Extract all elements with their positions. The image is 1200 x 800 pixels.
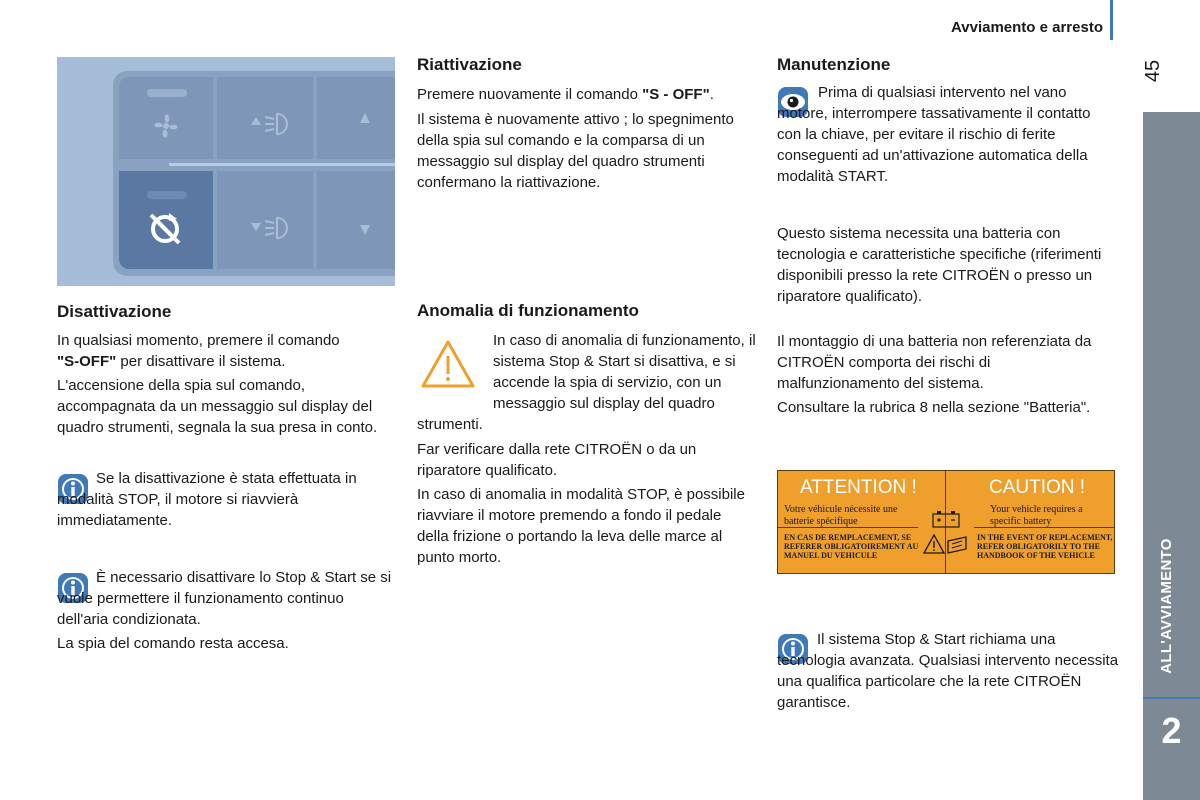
heading-manutenzione: Manutenzione <box>777 55 891 74</box>
battery-warning-label <box>777 470 1115 574</box>
rear-fog-light-icon <box>247 213 293 243</box>
label-note-en: IN THE EVENT OF REPLACEMENT, REFER OBLIGATORILY TO THE HANDBOOK OF THE VEHICLE <box>977 533 1113 560</box>
fan-icon <box>149 109 183 143</box>
paragraph-riattivazione-1: Premere nuovamente il comando "S - OFF". <box>417 86 714 103</box>
paragraph-disattivazione-2: L'accensione della spia sul comando, accompagnata da un messaggio sul display del quadro strumenti, segnala la sua presa in conto. <box>57 377 378 436</box>
chapter-rule <box>1143 697 1200 699</box>
running-header: Avviamento e arresto <box>950 19 1103 36</box>
label-title-en: CAUTION ! <box>989 477 1086 498</box>
paragraph-spia-accesa: La spia del comando resta accesa. <box>57 635 289 652</box>
heading-anomalia: Anomalia di funzionamento <box>417 301 639 320</box>
paragraph-riattivazione-2: Il sistema è nuovamente attivo ; lo spegnimento della spia sul comando e la comparsa di un messaggio sul display del quadro strumenti confermano la riattivazione. <box>417 111 734 191</box>
paragraph-rubrica-batteria: Consultare la rubrica 8 nella sezione "Batteria". <box>777 399 1091 416</box>
label-subtitle-en: Your vehicle requires a specific battery <box>990 504 1083 527</box>
info-note-tecnologia-avanzata: Il sistema Stop & Start richiama una tecnologia avanzata. Qualsiasi intervento necessita una qualifica particolare che la rete CITROËN garantisce. <box>777 631 1119 711</box>
arrow-down-icon <box>357 223 373 237</box>
info-note-disattivazione: Se la disattivazione è stata effettuata in modalità STOP, il motore si riavvierà immediatamente. <box>57 470 357 529</box>
paragraph-batteria-1: Questo sistema necessita una batteria con tecnologia e caratteristiche specifiche (riferimenti disponibili presso la rete CITROËN o presso un riparatore qualificato). <box>777 225 1102 305</box>
warning-manual-icon <box>922 533 970 555</box>
warning-note-anomalia: In caso di anomalia di funzionamento, il sistema Stop & Start si disattiva, e si accende la spia di servizio, con un messaggio sul display del quadro strumenti. <box>417 332 756 433</box>
page-number: 45 <box>1142 59 1164 83</box>
stop-start-off-icon <box>145 209 185 249</box>
paragraph-batteria-2: Il montaggio di una batteria non referenziata da CITROËN comporta dei rischi di malfunzionamento del sistema. <box>777 333 1092 392</box>
eye-note-manutenzione: Prima di qualsiasi intervento nel vano motore, interrompere tassativamente il contatto con la chiave, per evitare il rischio di ferite conseguenti ad un'attivazione automatica della modalità START. <box>777 84 1091 185</box>
battery-icon <box>928 509 964 529</box>
heading-disattivazione: Disattivazione <box>57 302 172 321</box>
paragraph-verifica-rete: Far verificare dalla rete CITROËN o da un riparatore qualificato. <box>417 441 697 479</box>
paragraph-riavvio-motore: In caso di anomalia in modalità STOP, è possibile riavviare il motore premendo a fondo il pedale della frizione o portando la leva delle marce al punto morto. <box>417 486 745 566</box>
chapter-label: ALL'AVVIAMENTO <box>1158 538 1175 674</box>
header-rule <box>1110 0 1113 40</box>
arrow-up-icon <box>357 111 373 125</box>
label-title-fr: ATTENTION ! <box>800 477 917 498</box>
heading-riattivazione: Riattivazione <box>417 55 522 74</box>
label-subtitle-fr: Votre véhicule nécessite une batterie spécifique <box>784 504 898 527</box>
front-fog-light-icon <box>247 109 293 139</box>
paragraph-disattivazione-1: In qualsiasi momento, premere il comando "S-OFF" per disattivare il sistema. <box>57 332 340 370</box>
label-note-fr: EN CAS DE REMPLACEMENT, SE REFERER OBLIGATOIREMENT AU MANUEL DU VEHICULE <box>784 533 919 560</box>
info-note-aria-condizionata: È necessario disattivare lo Stop & Start se si vuole permettere il funzionamento continuo dell'aria condizionata. <box>57 569 392 628</box>
chapter-number: 2 <box>1161 710 1182 751</box>
control-panel-illustration <box>57 57 395 286</box>
